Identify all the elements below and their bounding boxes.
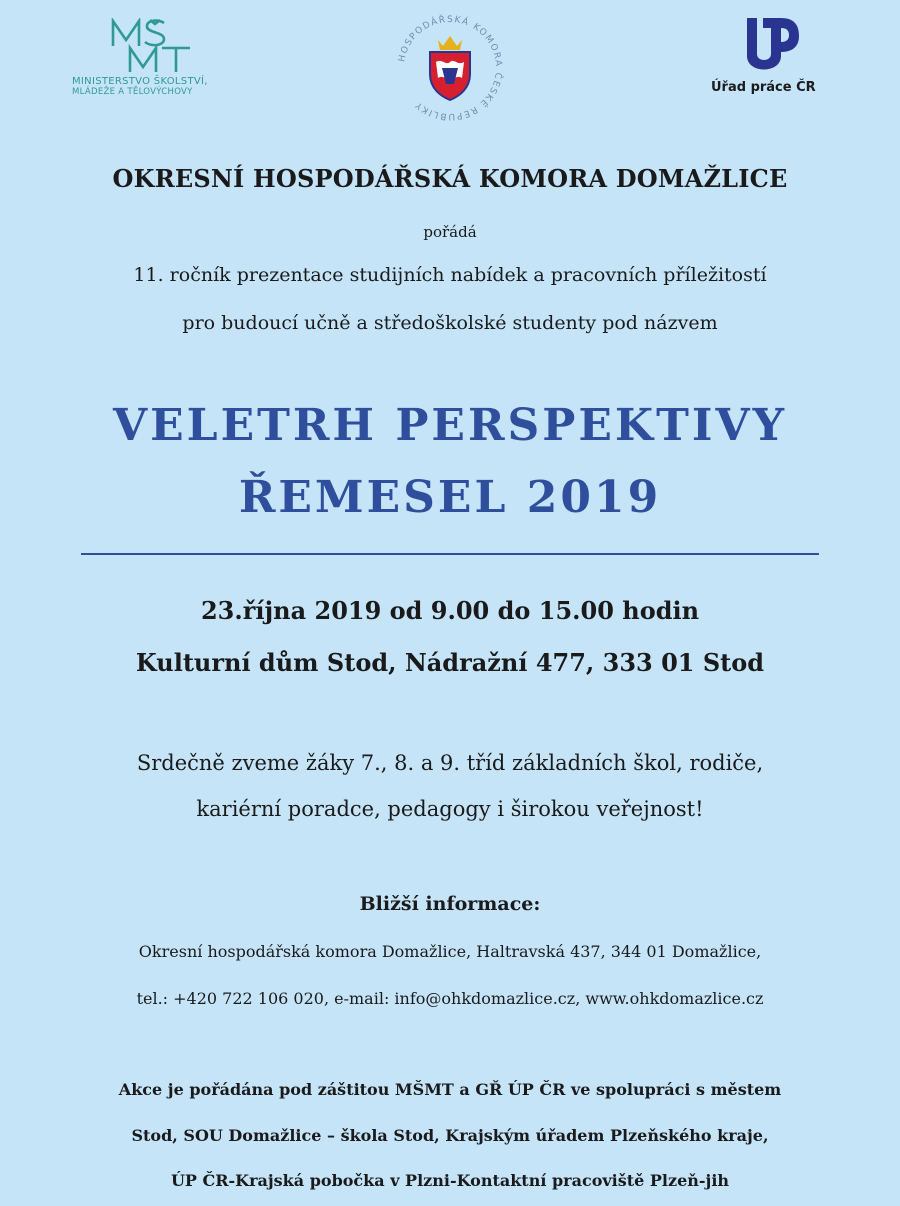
logo-bar [0, 0, 900, 140]
subtitle-line-1: 11. ročník prezentace studijních nabídek a pracovních příležitostí [133, 264, 767, 286]
chamber-emblem-icon [390, 8, 510, 128]
event-title-line-2: ŘEMESEL 2019 [238, 472, 662, 523]
event-place: Kulturní dům Stod, Nádražní 477, 333 01 Stod [135, 648, 765, 677]
msmt-logo-icon [110, 18, 194, 74]
up-logo-icon [743, 16, 801, 76]
chamber-logo [390, 8, 510, 132]
event-date: 23.října 2019 od 9.00 do 15.00 hodin [200, 596, 700, 625]
event-title-line-1: VELETRH PERSPEKTIVY [112, 400, 788, 451]
msmt-logo-line2: MLÁDEŽE A TĚLOVÝCHOVY [72, 87, 193, 97]
subtitle-line-2: pro budoucí učně a středoškolské studenty pod názvem [182, 312, 718, 334]
info-address: Okresní hospodářská komora Domažlice, Haltravská 437, 344 01 Domažlice, [138, 942, 762, 961]
info-heading: Bližší informace: [359, 893, 541, 915]
invitation-line-2: kariérní poradce, pedagogy i širokou veřejnost! [196, 797, 704, 821]
msmt-logo [72, 18, 242, 97]
info-contacts: tel.: +420 722 106 020, e-mail: info@ohkdomazlice.cz, www.ohkdomazlice.cz [136, 989, 764, 1008]
footer-line-3: ÚP ČR-Krajská pobočka v Plzni-Kontaktní pracoviště Plzeň-jih [170, 1171, 730, 1190]
footer-line-2: Stod, SOU Domažlice – škola Stod, Krajským úřadem Plzeňského kraje, [131, 1126, 769, 1145]
msmt-logo-line1: MINISTERSTVO ŠKOLSTVÍ, [72, 76, 208, 87]
footer-line-1: Akce je pořádána pod záštitou MŠMT a GŘ ÚP ČR ve spolupráci s městem [118, 1080, 782, 1099]
chamber-ring-text: HOSPODÁŘSKÁ KOMORA ČESKÉ REPUBLIKY [397, 14, 504, 122]
invitation-line-1: Srdečně zveme žáky 7., 8. a 9. tříd základních škol, rodiče, [136, 751, 764, 775]
up-logo-caption: Úřad práce ČR [711, 80, 816, 95]
up-logo [711, 16, 831, 95]
title-divider [81, 553, 819, 555]
organizer-verb: pořádá [423, 223, 477, 241]
organizer-heading: OKRESNÍ HOSPODÁŘSKÁ KOMORA DOMAŽLICE [112, 164, 788, 193]
